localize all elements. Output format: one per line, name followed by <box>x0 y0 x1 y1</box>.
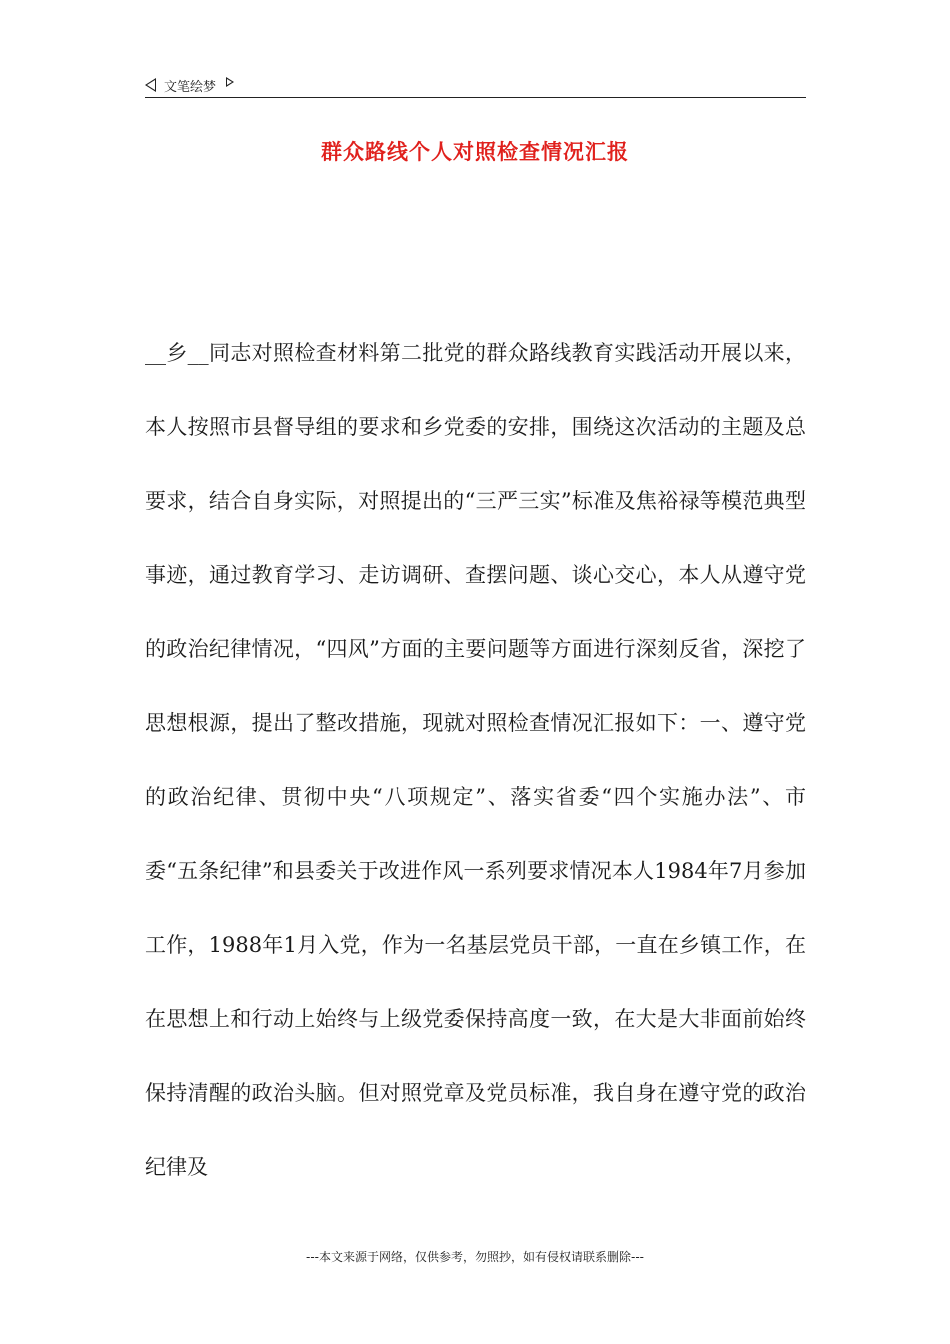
brand-name: 文笔绘梦 <box>164 79 217 95</box>
document-title: 群众路线个人对照检查情况汇报 <box>321 140 629 164</box>
header-brand <box>145 74 234 96</box>
header-divider <box>145 97 806 98</box>
document-body: __乡__同志对照检查材料第二批党的群众路线教育实践活动开展以来，本人按照市县督导组的要求和乡党委的安排，围绕这次活动的主题及总要求，结合自身实际，对照提出的“三严三实”标准及焦裕禄等模范典型事迹，通过教育学习、走访调研、查摆问题、谈心交心，本人从遵守党的政治纪律情况，“四风”方面的主要问题等方面进行深刻反省，深挖了思想根源，提出了整改措施，现就对照检查情况汇报如下：一、遵守党的政治纪律、贯彻中央“八项规定”、落实省委“四个实施办法”、市委“五条纪律”和县委关于改进作风一系列要求情况本人1984年7月参加工作，1988年1月入党，作为一名基层党员干部，一直在乡镇工作，在在思想上和行动上始终与上级党委保持高度一致，在大是大非面前始终保持清醒的政治头脑。但对照党章及党员标准，我自身在遵守党的政治纪律及 <box>145 341 806 1179</box>
triangle-right-icon <box>226 77 234 87</box>
triangle-left-icon <box>145 78 156 92</box>
footer-notice: ---本文来源于网络，仅供参考，勿照抄，如有侵权请联系删除--- <box>306 1250 644 1264</box>
